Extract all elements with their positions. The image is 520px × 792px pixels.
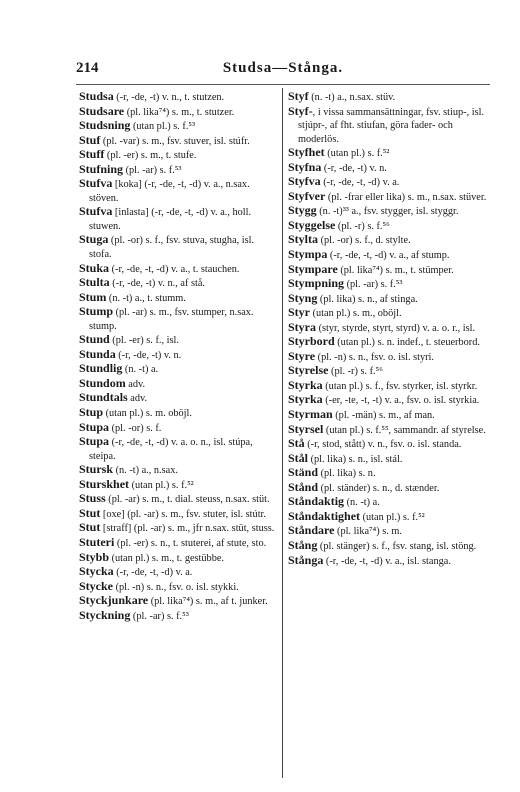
entry-headword: Stund: [79, 332, 110, 347]
entry-headword: Stuga: [79, 232, 109, 247]
dictionary-entry: [288, 379, 492, 394]
dictionary-entry: [79, 435, 279, 463]
left-column: [79, 90, 279, 623]
entry-headword: Styng: [288, 290, 318, 305]
entry-headword: Ständ: [288, 465, 319, 480]
entry-definition: (pl. -ar) s. m., fsv. stumper, n.sax. stump.: [89, 307, 254, 332]
dictionary-entry: [79, 291, 279, 306]
entry-headword: Stursk: [79, 462, 114, 477]
entry-definition: (utan pl.) s. f.⁵⁵, sammandr. af styrelse.: [323, 424, 486, 436]
entry-definition: adv.: [127, 393, 148, 405]
dictionary-entry: [288, 510, 492, 525]
entry-headword: Ståndare: [288, 523, 335, 538]
entry-definition: (n. -t) a., t. stumm.: [106, 292, 186, 304]
dictionary-entry: [79, 421, 279, 436]
dictionary-entry: [288, 423, 492, 438]
dictionary-entry: [288, 539, 492, 554]
entry-headword: Stut: [79, 520, 101, 535]
entry-definition: (n. -t) a., n.sax.: [113, 465, 178, 477]
entry-definition: (pl. -or) s. f.: [109, 422, 162, 434]
dictionary-entry: [79, 580, 279, 595]
dictionary-entry: [79, 463, 279, 478]
page-header: [76, 60, 490, 80]
entry-definition: (pl. -er) s. f., isl.: [109, 335, 179, 347]
dictionary-entry: [288, 524, 492, 539]
entry-headword: Stylta: [288, 232, 318, 247]
dictionary-entry: [288, 335, 492, 350]
dictionary-entry: [288, 495, 492, 510]
dictionary-entry: [288, 437, 492, 452]
entry-headword: Stympning: [288, 276, 345, 291]
entry-definition: (utan pl.) s. f., fsv. styrker, isl. styrkr.: [322, 380, 478, 392]
dictionary-entry: [79, 348, 279, 363]
dictionary-entry: [79, 333, 279, 348]
entry-headword: Styggelse: [288, 217, 336, 232]
entry-definition: (n. -t)³³ a., fsv. stygger, isl. styggr.: [316, 206, 459, 218]
entry-definition: (utan pl.) s. f.⁵³: [130, 121, 196, 133]
entry-definition: (-r, -de, -t) v. n.: [115, 349, 182, 361]
entry-headword: Stycke: [79, 578, 113, 593]
entry-definition: (utan pl.) s. m., t. gestübbe.: [109, 552, 224, 564]
entry-headword: Stuf: [79, 132, 101, 147]
dictionary-entry: [288, 219, 492, 234]
dictionary-entry: [288, 452, 492, 467]
entry-definition: (n. -t) a.: [344, 497, 380, 509]
entry-headword: Styre: [288, 348, 316, 363]
dictionary-entry: [288, 190, 492, 205]
entry-definition: (pl. -r) s. f.⁵⁶: [328, 366, 383, 378]
entry-definition: (pl. -ar) s. f.⁵³: [130, 610, 189, 622]
entry-definition: (-r, -de, -t, -d) v. a., t. stauchen.: [109, 263, 240, 275]
entry-definition: (pl. lika) s. n., af stinga.: [317, 293, 418, 305]
entry-definition: (pl. lika⁷⁴) s. m., af t. junker.: [148, 596, 268, 608]
entry-definition: [straff] (pl. -ar) s. m., jfr n.sax. stüt, stuss.: [100, 523, 275, 535]
entry-headword: Styfna: [288, 159, 322, 174]
entry-definition: (utan pl.) s. n. indef., t. steuerbord.: [334, 337, 480, 349]
dictionary-entry: [288, 554, 492, 569]
entry-headword: Stympa: [288, 247, 328, 262]
entry-definition: (pl. -or) s. f., fsv. stuva, stugha, isl. stofa.: [89, 235, 255, 261]
entry-definition: (pl. -er) s. m., t. stufe.: [104, 150, 197, 162]
entry-headword: Stånd: [288, 479, 319, 494]
dictionary-entry: [288, 393, 492, 408]
entry-definition: (utan pl.) s. m., oböjl.: [310, 308, 402, 320]
entry-headword: Stål: [288, 450, 309, 465]
entry-headword: Stå: [288, 436, 305, 451]
entry-definition: (styr, styrde, styrt, styrd) v. a. o. r., isl.: [316, 322, 476, 334]
entry-headword: Styf: [288, 89, 309, 103]
dictionary-entry: [288, 146, 492, 161]
entry-definition: (-r, -de, -t, -d) v. a., af stump.: [327, 250, 450, 262]
entry-definition: (-r, -de, -t, -d) v. a.: [320, 177, 400, 189]
entry-headword: Studsa: [79, 89, 114, 103]
dictionary-entry: [288, 466, 492, 481]
entry-definition: (pl. lika) s. n., isl. stál.: [308, 453, 403, 465]
entry-headword: Styfver: [288, 188, 326, 203]
dictionary-entry: [79, 90, 279, 105]
entry-headword: Styrman: [288, 407, 333, 422]
entry-definition: (pl. -ar) s. m., t. dial. steuss, n.sax. stüt.: [105, 494, 270, 506]
entry-definition: (pl. stänger) s. f., fsv. stang, isl. stöng.: [317, 540, 477, 552]
entry-definition: (pl. lika⁷⁴) s. m., t. stutzer.: [124, 106, 235, 118]
entry-definition: (-r, -de, -t, -d) v. a.: [113, 567, 193, 579]
dictionary-entry: [79, 105, 279, 120]
dictionary-entry: [79, 233, 279, 261]
entry-headword: Stundtals: [79, 390, 128, 405]
entry-headword: Styra: [288, 319, 316, 334]
entry-headword: Studsning: [79, 118, 131, 133]
entry-headword: Styr: [288, 305, 310, 320]
entry-headword: Stycka: [79, 564, 114, 579]
dictionary-entry: [288, 204, 492, 219]
dictionary-entry: [79, 362, 279, 377]
entry-headword: Stufning: [79, 161, 124, 176]
entry-headword: Stygg: [288, 203, 317, 218]
entry-headword: Stum: [79, 289, 107, 304]
dictionary-entry: [288, 481, 492, 496]
entry-definition: (-r, -de, -t, -d) v. a., isl. stanga.: [323, 555, 451, 567]
dictionary-entry: [79, 478, 279, 493]
entry-headword: Studsare: [79, 103, 125, 118]
entry-definition: (-er, -te, -t, -t) v. a., fsv. o. isl. styrkia.: [322, 395, 480, 407]
entry-definition: (-r, -de, -t, -d) v. a. o. n., isl. stúpa, steipa.: [89, 437, 253, 462]
entry-definition: (pl. -n) s. n., fsv. o. isl. stykki.: [113, 581, 239, 593]
entry-definition: (-r, stod, stått) v. n., fsv. o. isl. standa.: [304, 439, 462, 451]
entry-headword: Ståndaktig: [288, 494, 345, 509]
dictionary-entry: [79, 609, 279, 624]
entry-headword: Stundom: [79, 375, 126, 390]
dictionary-entry: [79, 119, 279, 134]
entry-definition: (pl. lika⁷⁴) s. m., t. stümper.: [337, 264, 454, 276]
entry-headword: Sturskhet: [79, 476, 130, 491]
entry-definition: (pl. -r) s. f.⁵⁶: [335, 220, 390, 232]
entry-definition: (utan pl.) s. f.⁵²: [360, 511, 425, 523]
entry-headword: Styrka: [288, 392, 323, 407]
entry-definition: [inlasta] (-r, -de, -t, -d) v. a., holl. stuwen.: [89, 207, 252, 232]
dictionary-entry: [79, 492, 279, 507]
dictionary-entry: [79, 406, 279, 421]
page-number: 214: [76, 60, 99, 76]
dictionary-entry: [79, 521, 279, 536]
dictionary-entry: [79, 148, 279, 163]
entry-definition: (pl. lika) s. n.: [318, 468, 376, 480]
entry-headword: Stuteri: [79, 534, 115, 549]
entry-headword: Stump: [79, 304, 114, 319]
dictionary-entry: [79, 391, 279, 406]
dictionary-entry: [288, 248, 492, 263]
entry-headword: Stuff: [79, 147, 105, 162]
dictionary-entry: [288, 277, 492, 292]
entry-definition: (-r, -de, -t) v. n.: [321, 162, 387, 174]
entry-headword: Styrsel: [288, 421, 324, 436]
entry-definition: (pl. -var) s. m., fsv. stuver, isl. stúfr.: [100, 135, 250, 147]
dictionary-entry: [79, 536, 279, 551]
entry-definition: (pl. -ar) s. f.⁵³: [344, 279, 403, 291]
entry-definition: (-r, -de, -t) v. n., t. stutzen.: [113, 92, 225, 103]
entry-headword: Styrka: [288, 377, 323, 392]
entry-headword: Stufva: [79, 176, 113, 191]
entry-headword: Styfva: [288, 174, 321, 189]
dictionary-entry: [288, 364, 492, 379]
dictionary-entry: [288, 306, 492, 321]
running-head: Studsa—Stånga.: [222, 60, 344, 76]
dictionary-entry: [79, 507, 279, 522]
entry-headword: Stunda: [79, 346, 116, 361]
dictionary-entry: [79, 377, 279, 392]
header-rule: [76, 84, 490, 85]
dictionary-entry: [288, 350, 492, 365]
entry-headword: Stång: [288, 537, 318, 552]
column-divider: [282, 88, 283, 778]
entry-headword: Styckning: [79, 607, 131, 622]
dictionary-entry: [79, 163, 279, 178]
entry-definition: [koka] (-r, -de, -t, -d) v. a., n.sax. stöven.: [89, 179, 250, 204]
entry-definition: [oxe] (pl. -ar) s. m., fsv. stuter, isl. stútr.: [100, 508, 266, 520]
dictionary-entry: [288, 233, 492, 248]
dictionary-entry: [288, 90, 492, 105]
entry-headword: Styfhet: [288, 145, 325, 160]
dictionary-entry: [288, 161, 492, 176]
dictionary-entry: [79, 205, 279, 233]
entry-headword: Stuss: [79, 491, 106, 506]
entry-definition: (-r, -de, -t) v. n., af stå.: [109, 278, 205, 290]
entry-headword: Stånga: [288, 552, 324, 567]
dictionary-entry: [79, 551, 279, 566]
dictionary-entry: [288, 292, 492, 307]
entry-definition: (pl. -frar eller lika) s. m., n.sax. stüver.: [325, 191, 487, 203]
entry-headword: Styckjunkare: [79, 593, 149, 608]
entry-headword: Stut: [79, 505, 101, 520]
dictionary-entry: [288, 321, 492, 336]
entry-definition: (utan pl.) s. m. oböjl.: [103, 408, 192, 420]
entry-headword: Stundlig: [79, 361, 123, 376]
entry-definition: (pl. ständer) s. n., d. stænder.: [318, 482, 440, 494]
entry-definition: (pl. -ar) s. f.⁵³: [123, 164, 182, 176]
entry-definition: (pl. -män) s. m., af man.: [332, 410, 435, 422]
entry-definition: (pl. -n) s. n., fsv. o. isl. styri.: [315, 351, 434, 363]
dictionary-entry: [288, 105, 492, 147]
entry-headword: Styrbord: [288, 334, 335, 349]
dictionary-entry: [79, 594, 279, 609]
dictionary-entry: [79, 565, 279, 580]
entry-definition: (pl. lika⁷⁴) s. m.: [334, 526, 402, 538]
dictionary-entry: [79, 305, 279, 333]
entry-definition: , i vissa sammansättningar, fsv. stiup-, isl. stjúpr-, af fht. stiufan, göra fader- och moderlös.: [298, 106, 485, 145]
dictionary-entry: [288, 175, 492, 190]
entry-headword: Stup: [79, 405, 104, 420]
entry-definition: (n. -t) a.: [122, 364, 159, 376]
entry-definition: (utan pl.) s. f.⁵²: [129, 479, 194, 491]
dictionary-entry: [79, 276, 279, 291]
entry-headword: Stufva: [79, 204, 113, 219]
entry-headword: Stulta: [79, 275, 110, 290]
entry-headword: Styrelse: [288, 363, 329, 378]
entry-definition: adv.: [125, 378, 146, 390]
entry-headword: Stupa: [79, 419, 110, 434]
entry-definition: (pl. -or) s. f., d. stylte.: [318, 235, 411, 247]
dictionary-entry: [79, 262, 279, 277]
entry-headword: Stybb: [79, 549, 110, 564]
dictionary-entry: [79, 177, 279, 205]
dictionary-entry: [288, 408, 492, 423]
entry-headword: Stympare: [288, 261, 338, 276]
entry-definition: (n. -t) a., n.sax. stüv.: [308, 92, 396, 103]
entry-definition: (pl. -er) s. n., t. stuterei, af stute, sto.: [114, 537, 267, 549]
entry-headword: Stuka: [79, 260, 110, 275]
dictionary-entry: [79, 134, 279, 149]
entry-headword: Ståndaktighet: [288, 508, 361, 523]
entry-definition: (utan pl.) s. f.⁵²: [324, 148, 390, 160]
dictionary-entry: [288, 263, 492, 278]
entry-headword: Stupa: [79, 434, 110, 449]
right-column: [288, 90, 492, 568]
entry-headword: Styf-: [288, 103, 313, 118]
